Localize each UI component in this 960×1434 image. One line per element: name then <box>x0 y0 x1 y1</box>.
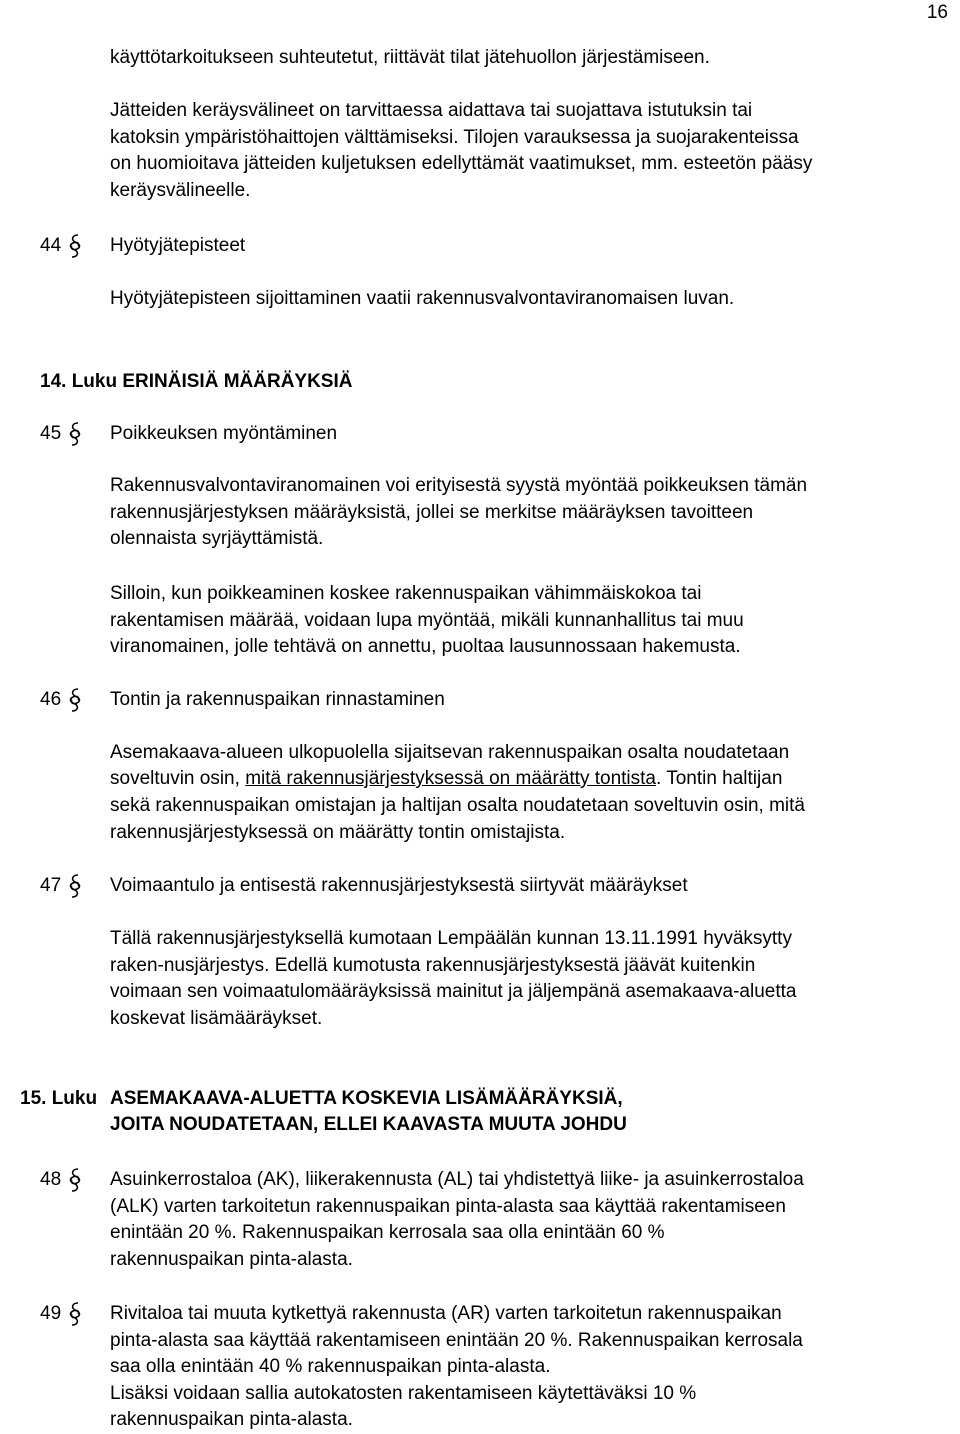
section-46-underlined-text: mitä rakennusjärjestyksessä on määrätty tontista <box>245 768 656 789</box>
page-number: 16 <box>926 2 948 23</box>
chapter-15-title-line-1: ASEMAKAAVA-ALUETTA KOSKEVIA LISÄMÄÄRÄYKSIÄ, <box>110 1088 623 1109</box>
section-46-number: 46 <box>40 689 62 710</box>
chapter-15-title-line-2: JOITA NOUDATETAAN, ELLEI KAAVASTA MUUTA JOHDU <box>110 1114 627 1135</box>
section-45-paragraph-1: Rakennusvalvontaviranomainen voi erityisestä syystä myöntää poikkeuksen tämän rakennusjärjestyksen määräyksistä, jollei se merkitse määräyksen tavoitteen olennaista syrjäyttämistä. <box>110 475 808 549</box>
section-sign-icon <box>64 872 86 900</box>
section-46-title: Tontin ja rakennuspaikan rinnastaminen <box>110 689 445 710</box>
section-sign-icon <box>64 1166 86 1194</box>
chapter-15-label: 15. Luku <box>20 1088 98 1109</box>
section-sign-icon <box>64 686 86 714</box>
section-44-title: Hyötyjätepisteet <box>110 235 246 256</box>
section-sign-icon <box>64 232 86 260</box>
section-46-line-1: Asemakaava-alueen ulkopuolella sijaitsevan rakennuspaikan osalta noudatetaan <box>110 742 790 763</box>
section-46-line-2-start: soveltuvin osin, <box>110 768 246 789</box>
section-47-number: 47 <box>40 875 62 896</box>
chapter-14-heading: 14. Luku ERINÄISIÄ MÄÄRÄYKSIÄ <box>40 371 353 392</box>
section-46-rest: sekä rakennuspaikan omistajan ja haltijan osalta noudatetaan soveltuvin osin, mitä rakennusjärjestyksessä on määrätty tontin omistajista. <box>110 795 805 843</box>
section-46-line-2 <box>110 766 950 793</box>
section-45-paragraph-2: Silloin, kun poikkeaminen koskee rakennuspaikan vähimmäiskokoa tai rakentamisen määrää, voidaan lupa myöntää, mikäli kunnanhallitus tai muu viranomainen, jolle tehtävä on annettu, puoltaa lausunnossaan hakemusta. <box>110 583 744 657</box>
section-sign-icon <box>64 420 86 448</box>
section-49-number: 49 <box>40 1303 62 1324</box>
section-sign-icon <box>64 1300 86 1328</box>
intro-paragraph-1: käyttötarkoitukseen suhteutetut, riittävät tilat jätehuollon järjestämiseen. <box>110 47 710 68</box>
section-48-text: Asuinkerrostaloa (AK), liikerakennusta (AL) tai yhdistettyä liike- ja asuinkerrostaloa (ALK) varten tarkoitetun rakennuspaikan pinta-alasta saa käyttää rakentamiseen enintään 20 %. Rakennuspaikan kerrosala saa olla enintään 60 % rakennuspaikan pinta-alasta. <box>110 1169 804 1270</box>
section-44-number: 44 <box>40 235 62 256</box>
intro-paragraph-2: Jätteiden keräysvälineet on tarvittaessa aidattava tai suojattava istutuksin tai katoksin ympäristöhaittojen välttämiseksi. Tilojen varauksessa ja suojarakenteissa on huomioitava jätteiden kuljetuksen edellyttämät vaatimukset, mm. esteetön pääsy keräysvälineelle. <box>110 100 813 201</box>
section-47-title: Voimaantulo ja entisestä rakennusjärjestyksestä siirtyvät määräykset <box>110 875 688 896</box>
section-49-text: Rivitaloa tai muuta kytkettyä rakennusta (AR) varten tarkoitetun rakennuspaikan pinta-alasta saa käyttää rakentamiseen enintään 20 %. Rakennuspaikan kerrosala saa olla enintään 40 % rakennuspaikan pinta-alasta. Lisäksi voidaan sallia autokatosten rakentamiseen käytettäväksi 10 % rakennuspaikan pinta-alasta. <box>110 1303 803 1430</box>
section-45-title: Poikkeuksen myöntäminen <box>110 423 338 444</box>
section-44-text: Hyötyjätepisteen sijoittaminen vaatii rakennusvalvontaviranomaisen luvan. <box>110 288 735 309</box>
section-46-line-2-end: . Tontin haltijan <box>655 768 783 789</box>
section-48-number: 48 <box>40 1169 62 1190</box>
section-47-text: Tällä rakennusjärjestyksellä kumotaan Lempäälän kunnan 13.11.1991 hyväksytty raken-nusjärjestys. Edellä kumotusta rakennusjärjestyksestä jäävät kuitenkin voimaan sen voimaatulomääräyksissä mainitut ja jäljempänä asemakaava-aluetta koskevat lisämääräykset. <box>110 928 797 1029</box>
section-45-number: 45 <box>40 423 62 444</box>
